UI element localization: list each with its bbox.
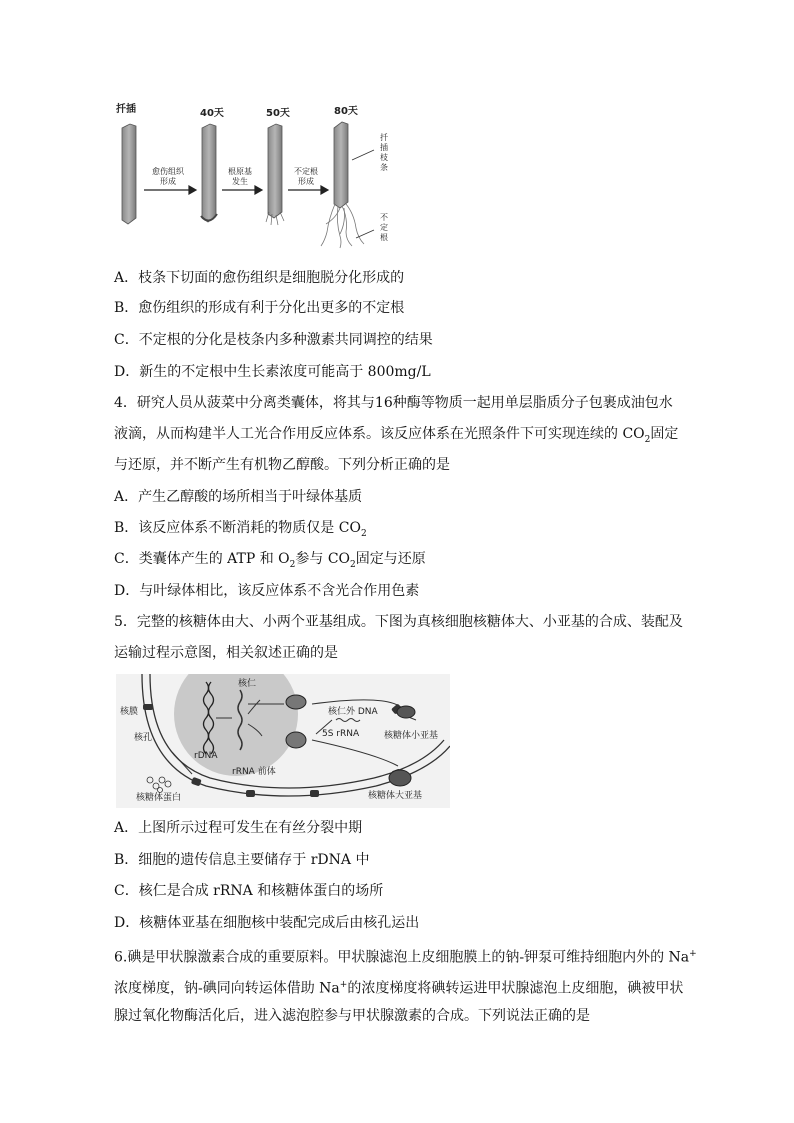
nuclear-pore bbox=[310, 790, 319, 797]
stage-label-cutting: 扦插 bbox=[116, 104, 136, 115]
large-subunit-blob-1 bbox=[286, 732, 306, 748]
arrow-label-2b: 发生 bbox=[232, 177, 248, 186]
label-5s-rrna: 5S rRNA bbox=[322, 729, 360, 739]
q5-stem-line-2: 运输过程示意图，相关叙述正确的是 bbox=[114, 645, 338, 661]
q6-stem-line-3: 腺过氧化物酶活化后，进入滤泡腔参与甲状腺激素的合成。下列说法正确的是 bbox=[114, 1008, 590, 1024]
q3-option-b: B．愈伤组织的形成有利于分化出更多的不定根 bbox=[114, 300, 405, 316]
nuclear-pore bbox=[143, 704, 153, 710]
q3-option-a: A．枝条下切面的愈伤组织是细胞脱分化形成的 bbox=[114, 270, 405, 286]
side-label-cutting-4: 条 bbox=[380, 163, 388, 172]
q5-option-d: D．核糖体亚基在细胞核中装配完成后由核孔运出 bbox=[114, 915, 420, 931]
small-subunit-blob-1 bbox=[286, 695, 306, 709]
cutting-rooting-figure bbox=[112, 100, 402, 250]
cutting-stem-2 bbox=[202, 124, 216, 222]
arrow-label-3b: 形成 bbox=[298, 177, 314, 186]
cutting-stem-3 bbox=[268, 124, 282, 218]
cutting-stem-4 bbox=[334, 122, 348, 208]
side-label-cutting-2: 插 bbox=[380, 143, 388, 152]
large-subunit-blob-2 bbox=[389, 770, 411, 786]
q3-option-d: D．新生的不定根中生长素浓度可能高于 800mg/L bbox=[114, 364, 431, 380]
adventitious-roots bbox=[321, 204, 364, 248]
label-membrane: 核膜 bbox=[120, 707, 139, 717]
arrow-label-3a: 不定根 bbox=[294, 167, 318, 176]
leader-roots bbox=[356, 230, 374, 238]
q4-option-c: C．类囊体产生的 ATP 和 $O_2$参与 $CO_2$固定与还原 bbox=[114, 551, 426, 570]
side-label-roots-3: 根 bbox=[380, 233, 388, 242]
label-pore: 核孔 bbox=[134, 733, 153, 743]
side-label-cutting-3: 枝 bbox=[380, 153, 388, 162]
nuclear-pore bbox=[246, 790, 255, 797]
leader-cutting bbox=[352, 150, 374, 160]
q4-option-b: B．该反应体系不断消耗的物质仅是 $CO_2$ bbox=[114, 520, 367, 539]
side-label-roots-2: 定 bbox=[380, 223, 388, 232]
label-large-subunit: 核糖体大亚基 bbox=[368, 791, 423, 801]
stage-label-50d: 50天 bbox=[266, 108, 290, 119]
q6-stem-line-1: 6.碘是甲状腺激素合成的重要原料。甲状腺滤泡上皮细胞膜上的钠-钾泵可维持细胞内外的 Na+ bbox=[114, 949, 697, 966]
arrow-label-1b: 形成 bbox=[160, 177, 176, 186]
q4-option-d: D．与叶绿体相比，该反应体系不含光合作用色素 bbox=[114, 583, 420, 599]
q6-stem-line-2: 浓度梯度，钠-碘同向转运体借助 Na+的浓度梯度将碘转运进甲状腺滤泡上皮细胞，碘被甲状 bbox=[114, 980, 684, 997]
side-label-cutting-1: 扦 bbox=[380, 133, 388, 142]
label-outside-dna: 核仁外 DNA bbox=[328, 707, 378, 717]
label-protein: 核糖体蛋白 bbox=[136, 793, 182, 803]
label-precursor: rRNA 前体 bbox=[232, 767, 276, 777]
side-label-roots-1: 不 bbox=[380, 213, 388, 222]
stage-label-80d: 80天 bbox=[334, 106, 358, 117]
q4-option-a: A．产生乙醇酸的场所相当于叶绿体基质 bbox=[114, 489, 363, 505]
q3-option-c: C．不定根的分化是枝条内多种激素共同调控的结果 bbox=[114, 332, 433, 348]
q5-option-a: A．上图所示过程可发生在有丝分裂中期 bbox=[114, 820, 363, 836]
stage-label-40d: 40天 bbox=[200, 108, 224, 119]
label-small-subunit: 核糖体小亚基 bbox=[384, 731, 439, 741]
q5-option-c: C．核仁是合成 rRNA 和核糖体蛋白的场所 bbox=[114, 883, 384, 899]
label-rdna: rDNA bbox=[194, 751, 218, 761]
small-subunit-blob-2 bbox=[397, 706, 415, 718]
cutting-stem-1 bbox=[122, 124, 136, 224]
q5-stem-line-1: 5．完整的核糖体由大、小两个亚基组成。下图为真核细胞核糖体大、小亚基的合成、装配及 bbox=[114, 614, 683, 630]
arrow-label-2a: 根原基 bbox=[228, 167, 252, 176]
q5-option-b: B．细胞的遗传信息主要储存于 rDNA 中 bbox=[114, 852, 370, 868]
ribosome-assembly-figure bbox=[116, 674, 450, 808]
q4-stem-line-2: 液滴，从而构建半人工光合作用反应体系。该反应体系在光照条件下可实现连续的 $CO_2$固定 bbox=[114, 426, 679, 445]
q4-stem-line-1: 4．研究人员从菠菜中分离类囊体，将其与16种酶等物质一起用单层脂质分子包裹成油包水 bbox=[114, 395, 673, 411]
q4-stem-line-3: 与还原，并不断产生有机物乙醇酸。下列分析正确的是 bbox=[114, 457, 450, 473]
label-nucleolus: 核仁 bbox=[238, 679, 257, 689]
arrow-label-1a: 愈伤组织 bbox=[152, 167, 184, 176]
